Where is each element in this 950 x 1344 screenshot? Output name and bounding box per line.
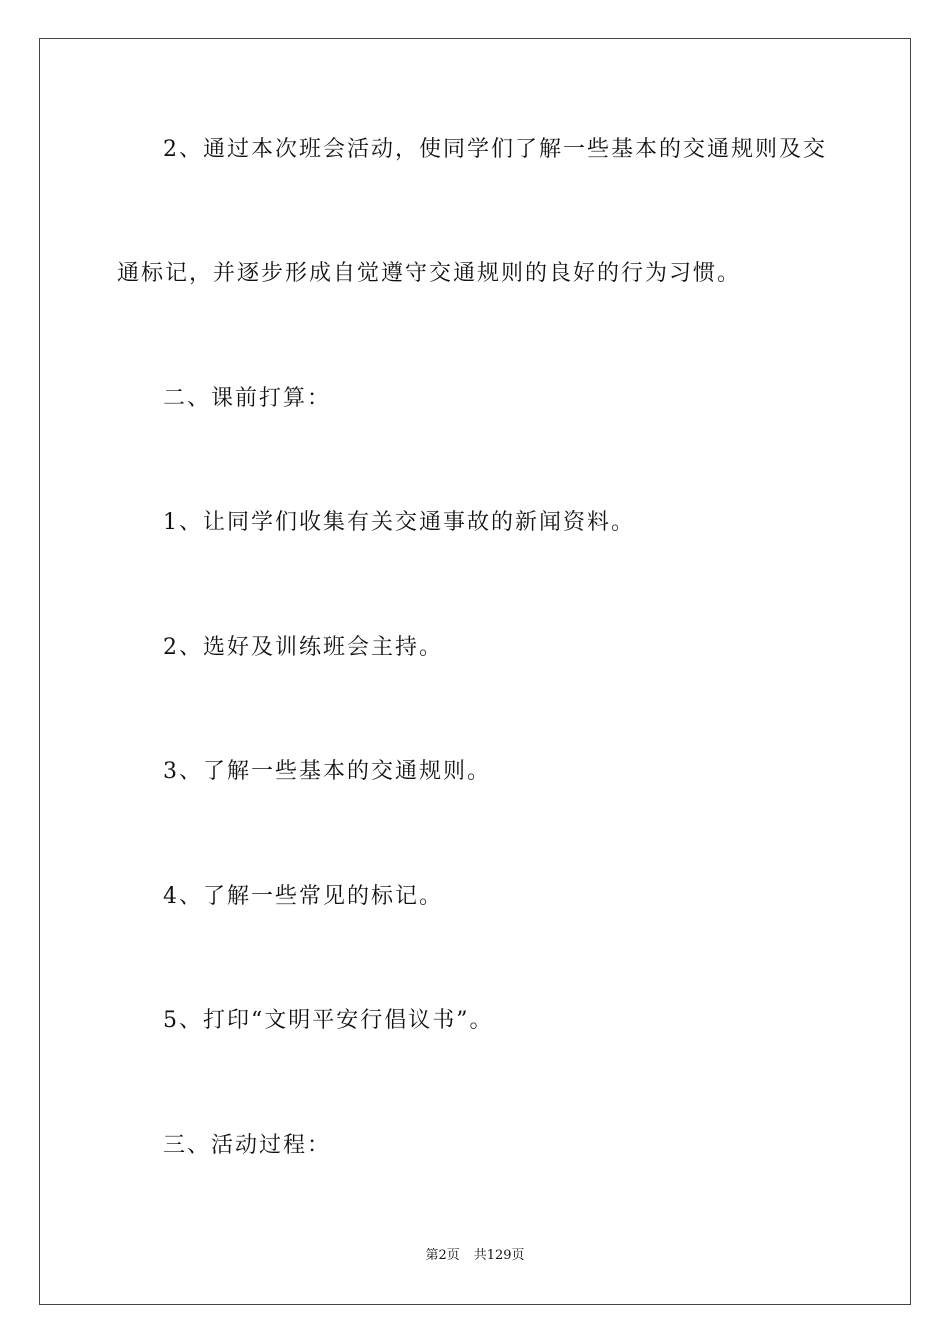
list-item-prep-4: 4、了解一些常见的标记。 [163,884,443,909]
section-heading-preparation: 二、课前打算： [163,386,332,411]
section-heading-activity: 三、活动过程： [163,1133,332,1158]
page-border [39,38,911,1305]
page-number: 第2页 [425,1248,460,1263]
list-item-prep-5: 5、打印“文明平安行倡议书”。 [163,1008,494,1033]
list-item-prep-2: 2、选好及训练班会主持。 [163,635,443,660]
page-total: 共129页 [473,1248,525,1263]
list-item-prep-3: 3、了解一些基本的交通规则。 [163,759,491,784]
list-item-prep-1: 1、让同学们收集有关交通事故的新闻资料。 [163,510,635,535]
paragraph-goal-2-continued: 通标记，并逐步形成自觉遵守交通规则的良好的行为习惯。 [117,261,742,286]
paragraph-goal-2: 2、通过本次班会活动，使同学们了解一些基本的交通规则及交 [163,137,827,162]
page-footer [0,1247,950,1265]
